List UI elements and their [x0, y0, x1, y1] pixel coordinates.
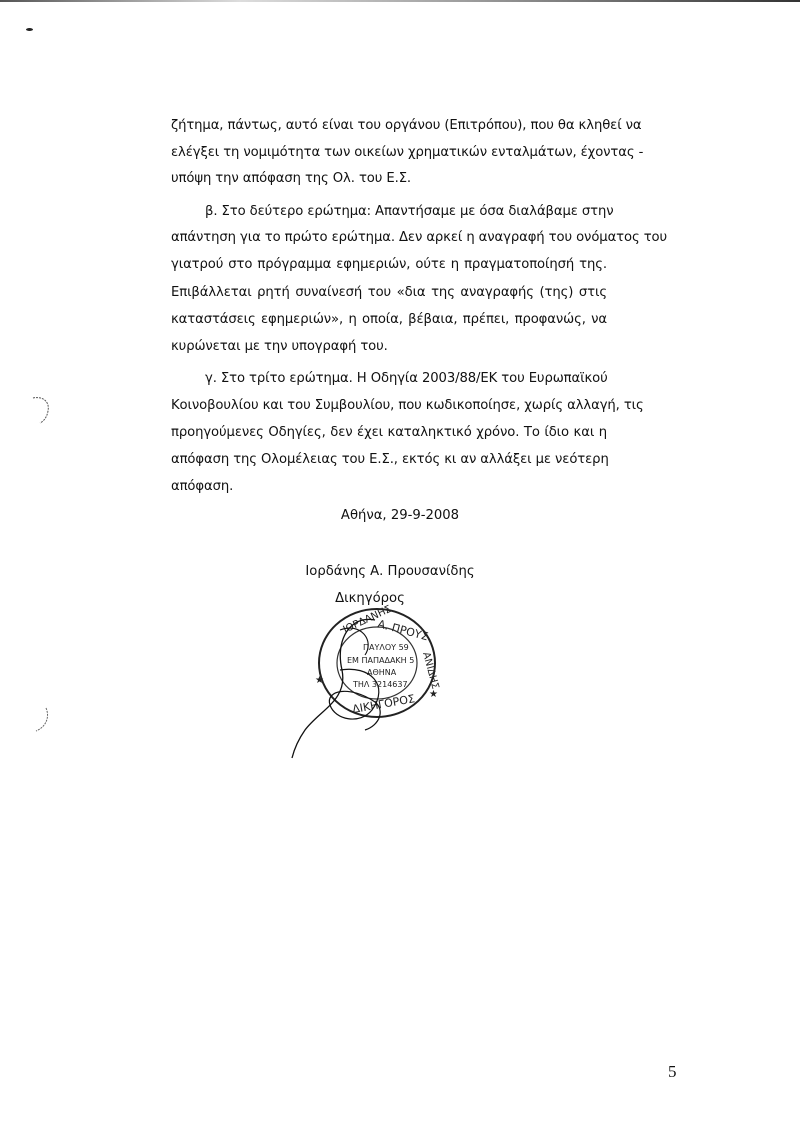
paragraph-1-line-3: υπόψη την απόφαση της Ολ. του Ε.Σ.	[171, 171, 412, 186]
svg-text:Α. ΠΡΟΥΣ: Α. ΠΡΟΥΣ	[376, 617, 430, 644]
svg-text:★: ★	[315, 675, 324, 686]
svg-text:★: ★	[429, 689, 438, 700]
svg-text:ΕΜ ΠΑΠΑΔΑΚΗ 5: ΕΜ ΠΑΠΑΔΑΚΗ 5	[347, 656, 415, 665]
paragraph-1-line-2: ελέγξει τη νομιμότητα των οικείων χρηματικών ενταλμάτων, έχοντας -	[171, 145, 644, 160]
paragraph-2-line-4: Επιβάλλεται ρητή συναίνεσή του «δια της αναγραφής (της) στις	[171, 285, 607, 300]
svg-text:ΠΑΥΛΟΥ 59: ΠΑΥΛΟΥ 59	[363, 643, 409, 652]
paragraph-3-line-4: απόφαση της Ολομέλειας του Ε.Σ., εκτός κι αν αλλάξει με νεότερη	[171, 452, 609, 467]
scan-edge	[0, 0, 800, 2]
svg-text:ΤΗΛ 3214637: ΤΗΛ 3214637	[353, 680, 408, 689]
svg-text:ΙΟΡΔΑΝΗΣ: ΙΟΡΔΑΝΗΣ	[341, 603, 394, 636]
svg-text:ΑΝΙΔΗΣ: ΑΝΙΔΗΣ	[420, 650, 441, 691]
paragraph-3-line-3: προηγούμενες Οδηγίες, δεν έχει καταληκτικό χρόνο. Το ίδιο και η	[171, 425, 607, 440]
place-date: Αθήνα, 29-9-2008	[340, 508, 460, 523]
paragraph-3-line-1: γ. Στο τρίτο ερώτημα. Η Οδηγία 2003/88/ΕΚ του Ευρωπαϊκού	[205, 371, 608, 386]
paragraph-3-line-5: απόφαση.	[171, 479, 234, 494]
page-number: 5	[668, 1062, 677, 1081]
paragraph-2-line-5: καταστάσεις εφημεριών», η οποία, βέβαια, πρέπει, προφανώς, να	[171, 312, 607, 327]
paragraph-2-line-2: απάντηση για το πρώτο ερώτημα. Δεν αρκεί η αναγραφή του ονόματος του	[171, 230, 668, 245]
svg-text:ΑΘΗΝΑ: ΑΘΗΝΑ	[367, 668, 397, 677]
paragraph-3-line-2: Κοινοβουλίου και του Συμβουλίου, που κωδικοποίησε, χωρίς αλλαγή, τις	[171, 398, 644, 413]
scan-hole-mark	[30, 395, 55, 425]
scan-speck	[26, 28, 33, 31]
scan-hole-mark	[28, 705, 53, 735]
svg-text:ΔΙΚΗΓΟΡΟΣ: ΔΙΚΗΓΟΡΟΣ	[351, 692, 416, 716]
paragraph-1-line-1: ζήτημα, πάντως, αυτό είναι του οργάνου (Επιτρόπου), που θα κληθεί να	[171, 118, 642, 133]
paragraph-2-line-1: β. Στο δεύτερο ερώτημα: Απαντήσαμε με όσα διαλάβαμε στην	[205, 204, 614, 219]
paragraph-2-line-3: γιατρού στο πρόγραμμα εφημεριών, ούτε η πραγματοποίησή της.	[171, 257, 607, 272]
paragraph-2-line-6: κυρώνεται με την υπογραφή του.	[171, 339, 388, 354]
handwritten-signature	[280, 610, 430, 760]
signatory-title: Δικηγόρος	[335, 591, 405, 606]
signatory-name: Ιορδάνης Α. Προυσανίδης	[305, 564, 475, 579]
